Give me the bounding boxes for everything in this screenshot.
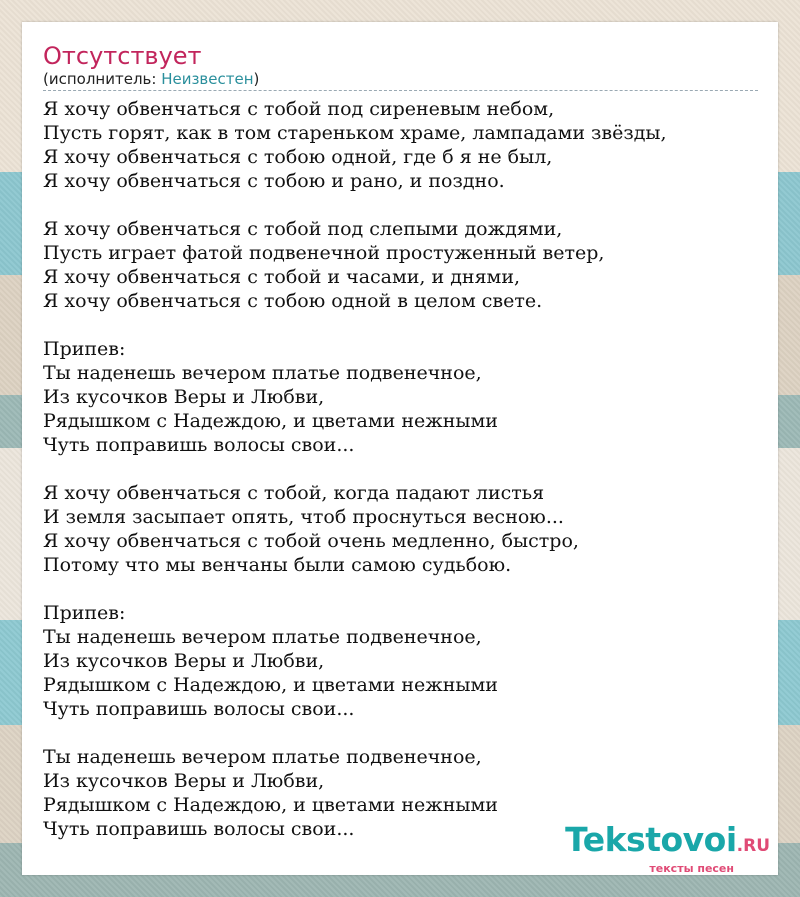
stanza-gap (43, 457, 758, 481)
lyric-line: И земля засыпает опять, чтоб проснуться весною... (43, 506, 564, 528)
lyric-line: Я хочу обвенчаться с тобой под слепыми дождями, (43, 218, 563, 240)
song-title: Отсутствует (43, 42, 202, 70)
logo-wordmark (565, 820, 770, 863)
lyric-line: Я хочу обвенчаться с тобой под сиреневым небом, (43, 98, 555, 120)
logo-tld: .RU (736, 836, 770, 856)
lyric-line: Чуть поправишь волосы свои... (43, 434, 355, 456)
stanza-gap (43, 577, 758, 601)
lyric-line: Пусть играет фатой подвенечной простуженный ветер, (43, 242, 605, 264)
lyric-line: Чуть поправишь волосы свои... (43, 698, 355, 720)
lyrics-text (43, 97, 758, 841)
stanza-gap (43, 193, 758, 217)
lyric-line: Чуть поправишь волосы свои... (43, 818, 355, 840)
lyric-line: Я хочу обвенчаться с тобой, когда падают листья (43, 482, 545, 504)
lyric-line: Из кусочков Веры и Любви, (43, 770, 325, 792)
artist-line (43, 70, 758, 91)
lyric-line: Рядышком с Надеждою, и цветами нежными (43, 410, 498, 432)
lyric-line: Рядышком с Надеждою, и цветами нежными (43, 794, 498, 816)
lyric-line: Я хочу обвенчаться с тобою одной в целом свете. (43, 290, 543, 312)
lyric-line: Припев: (43, 338, 126, 360)
logo-tagline: тексты песен (649, 862, 734, 875)
site-logo[interactable] (565, 820, 770, 875)
stanza-gap (43, 721, 758, 745)
lyric-line: Припев: (43, 602, 126, 624)
lyric-line: Ты наденешь вечером платье подвенечное, (43, 746, 482, 768)
lyrics-card (22, 22, 778, 875)
lyric-line: Рядышком с Надеждою, и цветами нежными (43, 674, 498, 696)
lyric-line: Я хочу обвенчаться с тобою и рано, и поздно. (43, 170, 505, 192)
lyric-line: Ты наденешь вечером платье подвенечное, (43, 362, 482, 384)
artist-link[interactable]: Неизвестен (161, 70, 254, 88)
lyric-line: Ты наденешь вечером платье подвенечное, (43, 626, 482, 648)
lyric-line: Я хочу обвенчаться с тобою одной, где б я не был, (43, 146, 553, 168)
artist-suffix: ) (253, 70, 260, 88)
lyric-line: Из кусочков Веры и Любви, (43, 650, 325, 672)
lyric-line: Я хочу обвенчаться с тобой и часами, и днями, (43, 266, 521, 288)
artist-prefix: (исполнитель: (43, 70, 162, 88)
lyric-line: Потому что мы венчаны были самою судьбою. (43, 554, 512, 576)
lyric-line: Я хочу обвенчаться с тобой очень медленно, быстро, (43, 530, 579, 552)
logo-name: Tekstovoi (565, 820, 737, 859)
lyric-line: Пусть горят, как в том стареньком храме, лампадами звёзды, (43, 122, 667, 144)
stanza-gap (43, 313, 758, 337)
lyric-line: Из кусочков Веры и Любви, (43, 386, 325, 408)
